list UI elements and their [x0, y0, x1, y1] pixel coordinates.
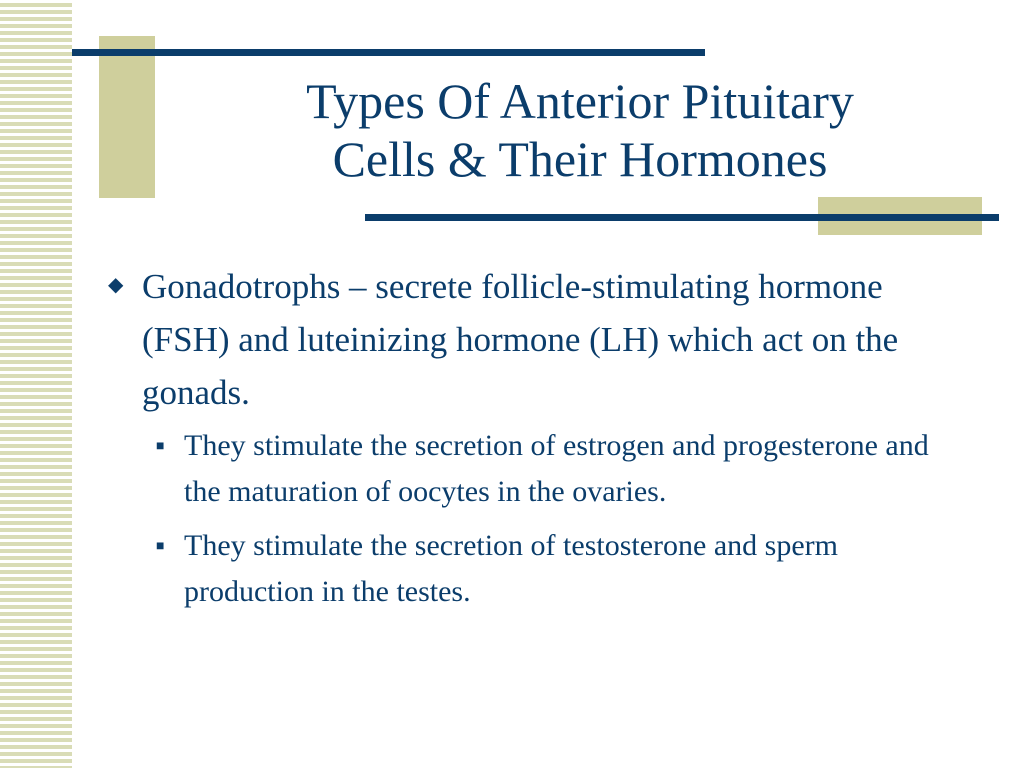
list-item — [154, 523, 966, 615]
square-bullet-icon: ■ — [156, 539, 165, 554]
decorative-bar-bottom — [365, 214, 999, 221]
bullet-list — [106, 260, 966, 623]
square-bullet-icon: ■ — [156, 439, 165, 454]
bullet-text: Gonadotrophs – secrete follicle-stimulating hormone (FSH) and luteinizing hormone (LH) which act on the gonads. — [142, 267, 899, 412]
diamond-bullet-icon: ◆ — [108, 274, 124, 296]
list-item — [154, 423, 966, 515]
title-line-2: Cells & Their Hormones — [332, 131, 828, 187]
list-item — [106, 260, 966, 419]
sub-bullet-text: They stimulate the secretion of estrogen and progesterone and the maturation of oocytes in the ovaries. — [184, 429, 929, 508]
title-line-1: Types Of Anterior Pituitary — [306, 73, 854, 129]
slide-title — [180, 72, 980, 188]
decorative-stripes — [0, 0, 72, 768]
decorative-bar-top — [72, 49, 705, 56]
decorative-block-left — [99, 36, 155, 198]
sub-bullet-text: They stimulate the secretion of testosterone and sperm production in the testes. — [184, 529, 838, 608]
sub-bullet-list — [106, 423, 966, 615]
